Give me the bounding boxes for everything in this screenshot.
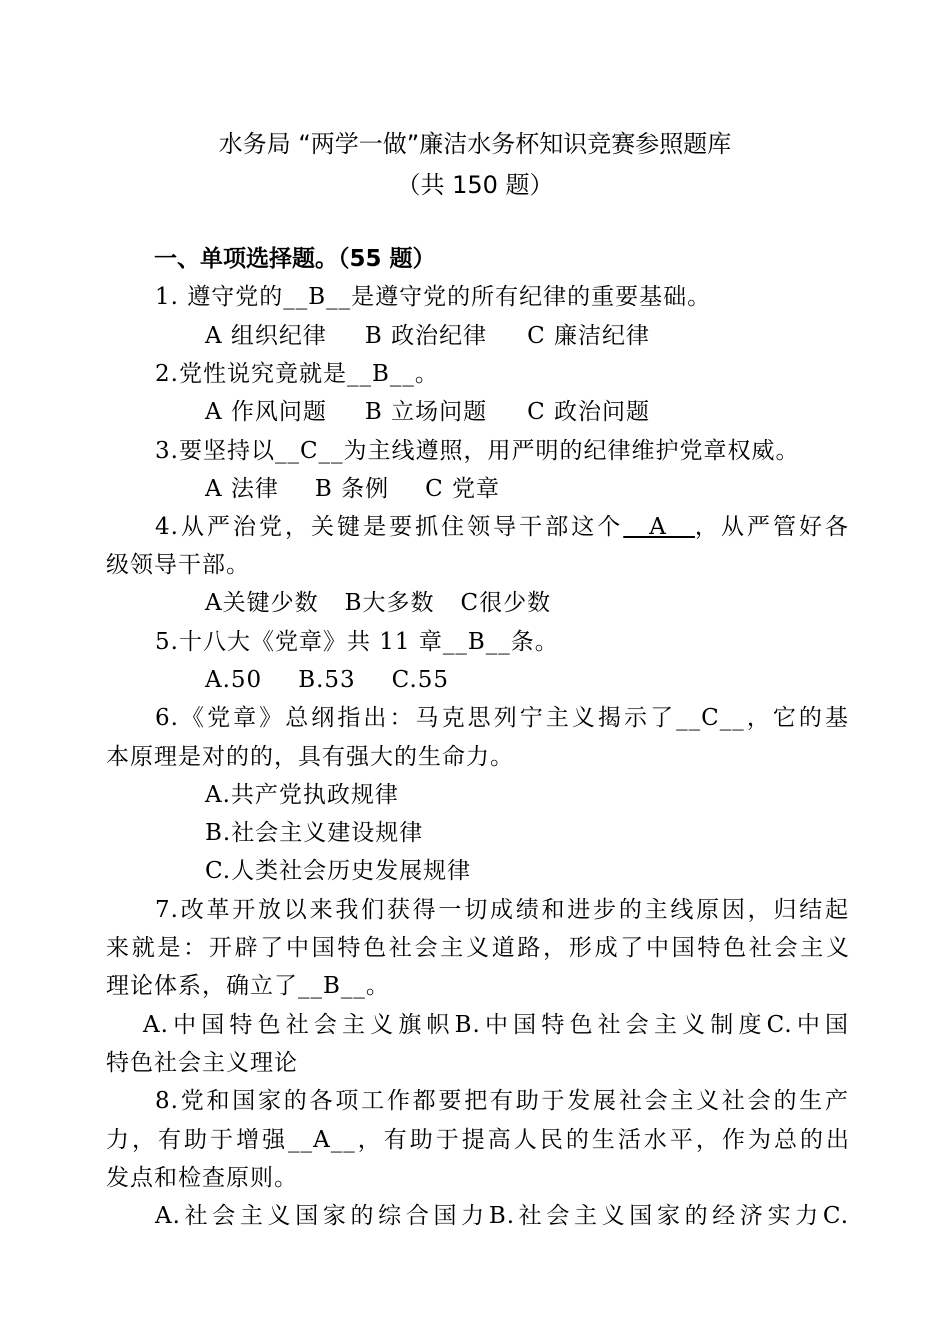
question-6-option-a: A.共产党执政规律 [205,782,399,808]
document-title: 水务局 “两学一做”廉洁水务杯知识竞赛参照题库 [218,130,732,158]
option-b: B.社会主义国家的经济实力 [488,1203,823,1229]
answer-blank: A [623,514,695,540]
question-5-stem: 5.十八大《党章》共 11 章__B__条。 [155,629,559,655]
question-6-stem-continued: 本原理是对的的，具有强大的生命力。 [106,744,514,770]
option-a: A 组织纪律 [205,323,327,349]
option-b: B 政治纪律 [364,323,488,349]
option-c: C.中国 [766,1012,850,1038]
option-a: A.50 [205,667,263,693]
question-6-stem: 6.《党章》总纲指出：马克思列宁主义揭示了__C__，它的基 [155,705,849,731]
question-7-stem: 7.改革开放以来我们获得一切成绩和进步的主线原因，归结起 [155,897,849,923]
question-7-options [143,1007,849,1043]
section-heading: 一、单项选择题。（55 题） [154,246,436,272]
question-4-stem: 4.从严治党，关键是要抓住领导干部这个 A ，从严管好各 [155,514,850,540]
question-4-stem-continued: 级领导干部。 [106,552,250,578]
option-c: C很少数 [460,590,552,616]
question-8-stem-continued-1: 力，有助于增强__A__，有助于提高人民的生活水平，作为总的出 [106,1127,850,1153]
option-c: C 廉洁纪律 [527,323,651,349]
option-b: B.中国特色社会主义制度 [454,1012,767,1038]
question-3-options [205,471,500,507]
question-6-option-b: B.社会主义建设规律 [205,820,424,846]
question-7-stem-continued-2: 理论体系，确立了__B__。 [106,973,390,999]
option-b: B.53 [298,667,356,693]
question-8-stem: 8.党和国家的各项工作都要把有助于发展社会主义社会的生产 [155,1088,849,1114]
option-b: B 条例 [314,476,390,502]
option-a: A 作风问题 [205,399,327,425]
question-4-options [205,585,551,621]
option-a: A关键少数 [205,590,319,616]
question-6-option-c: C.人类社会历史发展规律 [205,858,472,884]
document-subtitle: （共 150 题） [396,171,554,199]
question-1-stem: 1. 遵守党的__B__是遵守党的所有纪律的重要基础。 [155,284,712,310]
option-c: C 党章 [425,476,501,502]
question-1-options [205,318,650,354]
option-c: C 政治问题 [527,399,651,425]
question-3-stem: 3.要坚持以__C__为主线遵照，用严明的纪律维护党章权威。 [155,438,800,464]
option-b: B 立场问题 [364,399,488,425]
question-5-options [205,662,449,698]
option-c: C. [822,1203,850,1229]
option-a: A.社会主义国家的综合国力 [155,1203,489,1229]
option-a: A 法律 [205,476,279,502]
option-c: C.55 [391,667,450,693]
question-8-stem-continued-2: 发点和检查原则。 [106,1165,298,1191]
question-2-options [205,394,650,430]
question-7-options-continued: 特色社会主义理论 [106,1050,298,1076]
option-a: A.中国特色社会主义旗帜 [143,1012,455,1038]
option-b: B大多数 [344,590,435,616]
question-7-stem-continued-1: 来就是：开辟了中国特色社会主义道路，形成了中国特色社会主义 [106,935,850,961]
question-2-stem: 2.党性说究竟就是__B__。 [155,361,439,387]
question-8-options [155,1198,849,1234]
